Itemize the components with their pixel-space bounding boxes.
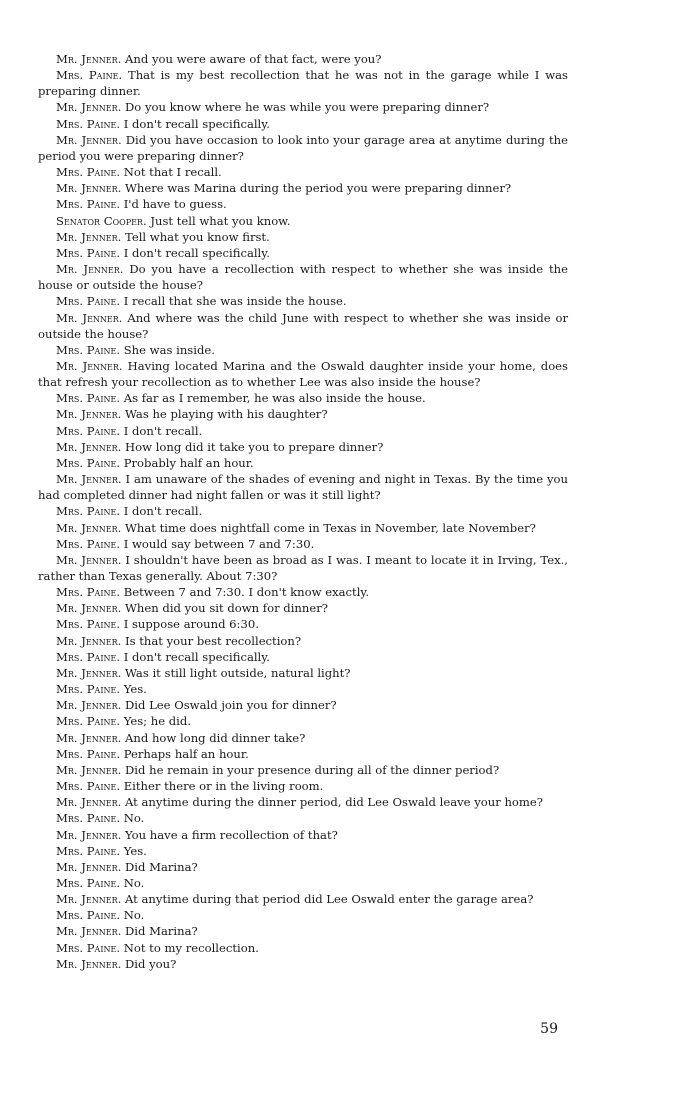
speaker-label: Mrs. Paine. — [56, 197, 121, 212]
testimony-paragraph — [38, 406, 568, 422]
testimony-paragraph — [38, 843, 568, 859]
speaker-label: Mr. Jenner. — [56, 859, 122, 874]
speech-text: Having located Marina and the Oswald daughter inside your home, does that refresh your recollection as to whether Lee was also inside the house? — [38, 358, 568, 390]
testimony-paragraph — [38, 99, 568, 115]
testimony-paragraph — [38, 471, 568, 503]
testimony-paragraph — [38, 51, 568, 67]
speaker-label: Mr. Jenner. — [56, 229, 122, 244]
speaker-label: Mrs. Paine. — [56, 536, 121, 551]
speech-text: I recall that she was inside the house. — [123, 294, 347, 309]
speech-text: No. — [123, 811, 145, 826]
speaker-label: Mrs. Paine. — [56, 779, 121, 794]
speaker-label: Mrs. Paine. — [56, 843, 121, 858]
speaker-label: Mrs. Paine. — [56, 455, 121, 470]
speech-text: Is that your best recollection? — [125, 633, 302, 648]
testimony-paragraph — [38, 503, 568, 519]
testimony-paragraph — [38, 697, 568, 713]
testimony-paragraph — [38, 520, 568, 536]
speaker-label: Mr. Jenner. — [56, 132, 122, 147]
speaker-label: Mrs. Paine. — [56, 294, 121, 309]
speaker-label: Mr. Jenner. — [56, 358, 123, 373]
speech-text: At anytime during that period did Lee Oswald enter the garage area? — [125, 892, 534, 907]
testimony-paragraph — [38, 164, 568, 180]
speech-text: Either there or in the living room. — [123, 779, 324, 794]
speaker-label: Mr. Jenner. — [56, 601, 122, 616]
speaker-label: Mr. Jenner. — [56, 407, 122, 422]
testimony-paragraph — [38, 633, 568, 649]
testimony-paragraph — [38, 552, 568, 584]
testimony-paragraph — [38, 827, 568, 843]
speaker-label: Mrs. Paine. — [56, 811, 121, 826]
speaker-label: Mrs. Paine. — [56, 746, 121, 761]
speaker-label: Mr. Jenner. — [56, 762, 122, 777]
speaker-label: Mr. Jenner. — [56, 520, 122, 535]
testimony-paragraph — [38, 229, 568, 245]
speech-text: Did Marina? — [125, 924, 198, 939]
speaker-label: Mrs. Paine. — [56, 649, 121, 664]
speech-text: Not to my recollection. — [123, 940, 259, 955]
testimony-paragraph — [38, 907, 568, 923]
testimony-paragraph — [38, 875, 568, 891]
speaker-label: Mrs. Paine. — [56, 68, 123, 83]
testimony-paragraph — [38, 213, 568, 229]
speech-text: Between 7 and 7:30. I don't know exactly. — [123, 585, 370, 600]
speech-text: No. — [123, 875, 145, 890]
speaker-label: Mr. Jenner. — [56, 262, 124, 277]
speech-text: I am unaware of the shades of evening and night in Texas. By the time you had completed dinner had night fallen or was it still light? — [38, 472, 568, 503]
testimony-paragraph — [38, 600, 568, 616]
speech-text: You have a firm recollection of that? — [125, 827, 338, 842]
speaker-label: Mrs. Paine. — [56, 504, 121, 519]
speaker-label: Mr. Jenner. — [56, 439, 122, 454]
speaker-label: Mrs. Paine. — [56, 116, 121, 131]
testimony-paragraph — [38, 358, 568, 390]
testimony-paragraph — [38, 730, 568, 746]
testimony-paragraph — [38, 891, 568, 907]
speaker-label: Mr. Jenner. — [56, 892, 122, 907]
testimony-paragraph — [38, 293, 568, 309]
testimony-paragraph — [38, 665, 568, 681]
testimony-paragraph — [38, 439, 568, 455]
speech-text: What time does nightfall come in Texas in November, late November? — [125, 520, 536, 535]
speech-text: Probably half an hour. — [123, 455, 254, 470]
speech-text: That is my best recollection that he was not in the garage while I was preparing dinner. — [38, 68, 568, 99]
speaker-label: Mrs. Paine. — [56, 714, 121, 729]
testimony-paragraph — [38, 261, 568, 293]
speech-text: Did he remain in your presence during all of the dinner period? — [125, 762, 500, 777]
speaker-label: Mr. Jenner. — [56, 52, 122, 66]
speaker-label: Mr. Jenner. — [56, 956, 122, 971]
testimony-paragraph — [38, 132, 568, 164]
testimony-paragraph — [38, 116, 568, 132]
speech-text: Did you have occasion to look into your garage area at anytime during the period you were preparing dinner? — [38, 132, 568, 163]
testimony-paragraph — [38, 584, 568, 600]
speaker-label: Mrs. Paine. — [56, 875, 121, 890]
speech-text: I would say between 7 and 7:30. — [123, 536, 315, 551]
speaker-label: Mrs. Paine. — [56, 245, 121, 260]
testimony-paragraph — [38, 649, 568, 665]
speaker-label: Mr. Jenner. — [56, 924, 122, 939]
testimony-paragraph — [38, 923, 568, 939]
speech-text: She was inside. — [123, 342, 215, 357]
speech-text: I don't recall specifically. — [123, 245, 270, 260]
speech-text: Yes; he did. — [123, 714, 192, 729]
speaker-label: Mrs. Paine. — [56, 165, 121, 180]
speech-text: And how long did dinner take? — [125, 730, 306, 745]
testimony-paragraph — [38, 455, 568, 471]
speaker-label: Mr. Jenner. — [56, 665, 122, 680]
testimony-paragraph — [38, 859, 568, 875]
speaker-label: Mr. Jenner. — [56, 472, 122, 487]
speech-text: At anytime during the dinner period, did Lee Oswald leave your home? — [125, 795, 543, 810]
speaker-label: Mrs. Paine. — [56, 940, 121, 955]
testimony-paragraph — [38, 245, 568, 261]
speech-text: Yes. — [123, 682, 147, 697]
testimony-paragraph — [38, 536, 568, 552]
testimony-paragraph — [38, 762, 568, 778]
speech-text: I suppose around 6:30. — [123, 617, 259, 632]
speech-text: Not that I recall. — [123, 165, 222, 180]
speech-text: Was he playing with his daughter? — [125, 407, 328, 422]
testimony-paragraph — [38, 310, 568, 342]
speech-text: Where was Marina during the period you were preparing dinner? — [125, 181, 512, 196]
testimony-paragraph — [38, 616, 568, 632]
testimony-paragraph — [38, 180, 568, 196]
speaker-label: Mr. Jenner. — [56, 181, 122, 196]
speech-text: Did Lee Oswald join you for dinner? — [125, 698, 337, 713]
speech-text: Tell what you know first. — [125, 229, 270, 244]
speaker-label: Mrs. Paine. — [56, 342, 121, 357]
speech-text: I'd have to guess. — [123, 197, 227, 212]
speech-text: I don't recall specifically. — [123, 116, 270, 131]
speech-text: Yes. — [123, 843, 147, 858]
testimony-paragraph — [38, 196, 568, 212]
speaker-label: Mrs. Paine. — [56, 585, 121, 600]
testimony-body — [38, 51, 568, 972]
speaker-label: Mrs. Paine. — [56, 423, 121, 438]
testimony-paragraph — [38, 390, 568, 406]
speaker-label: Mrs. Paine. — [56, 908, 121, 923]
testimony-paragraph — [38, 681, 568, 697]
testimony-paragraph — [38, 342, 568, 358]
testimony-paragraph — [38, 956, 568, 972]
speech-text: And you were aware of that fact, were you? — [125, 52, 382, 66]
testimony-paragraph — [38, 423, 568, 439]
speech-text: And where was the child June with respect to whether she was inside or outside the house? — [38, 310, 568, 341]
testimony-paragraph — [38, 67, 568, 99]
speech-text: Do you have a recollection with respect to whether she was inside the house or outside the house? — [38, 262, 568, 293]
speaker-label: Mrs. Paine. — [56, 391, 121, 406]
speech-text: No. — [123, 908, 145, 923]
speaker-label: Mr. Jenner. — [56, 730, 122, 745]
speaker-label: Mrs. Paine. — [56, 617, 121, 632]
testimony-paragraph — [38, 794, 568, 810]
testimony-paragraph — [38, 810, 568, 826]
testimony-paragraph — [38, 778, 568, 794]
speech-text: Did you? — [125, 956, 177, 971]
speech-text: Perhaps half an hour. — [123, 746, 249, 761]
speaker-label: Mr. Jenner. — [56, 310, 123, 325]
speech-text: Was it still light outside, natural light? — [125, 665, 351, 680]
speech-text: I don't recall. — [123, 423, 203, 438]
page-number: 59 — [540, 1021, 558, 1037]
speaker-label: Mr. Jenner. — [56, 633, 122, 648]
speaker-label: Mr. Jenner. — [56, 100, 122, 115]
speech-text: How long did it take you to prepare dinner? — [125, 439, 384, 454]
speech-text: I don't recall specifically. — [123, 649, 270, 664]
speaker-label: Mr. Jenner. — [56, 698, 122, 713]
speaker-label: Mr. Jenner. — [56, 795, 122, 810]
speech-text: When did you sit down for dinner? — [125, 601, 328, 616]
speech-text: I don't recall. — [123, 504, 203, 519]
speaker-label: Mr. Jenner. — [56, 827, 122, 842]
speech-text: I shouldn't have been as broad as I was. I meant to locate it in Irving, Tex., rather than Texas generally. About 7:30? — [38, 552, 568, 583]
testimony-paragraph — [38, 940, 568, 956]
speech-text: Did Marina? — [125, 859, 198, 874]
speech-text: Just tell what you know. — [150, 213, 291, 228]
testimony-paragraph — [38, 746, 568, 762]
testimony-paragraph — [38, 713, 568, 729]
speaker-label: Mrs. Paine. — [56, 682, 121, 697]
speech-text: Do you know where he was while you were preparing dinner? — [125, 100, 490, 115]
speaker-label: Mr. Jenner. — [56, 552, 122, 567]
speech-text: As far as I remember, he was also inside the house. — [123, 391, 426, 406]
speaker-label: Senator Cooper. — [56, 213, 147, 228]
